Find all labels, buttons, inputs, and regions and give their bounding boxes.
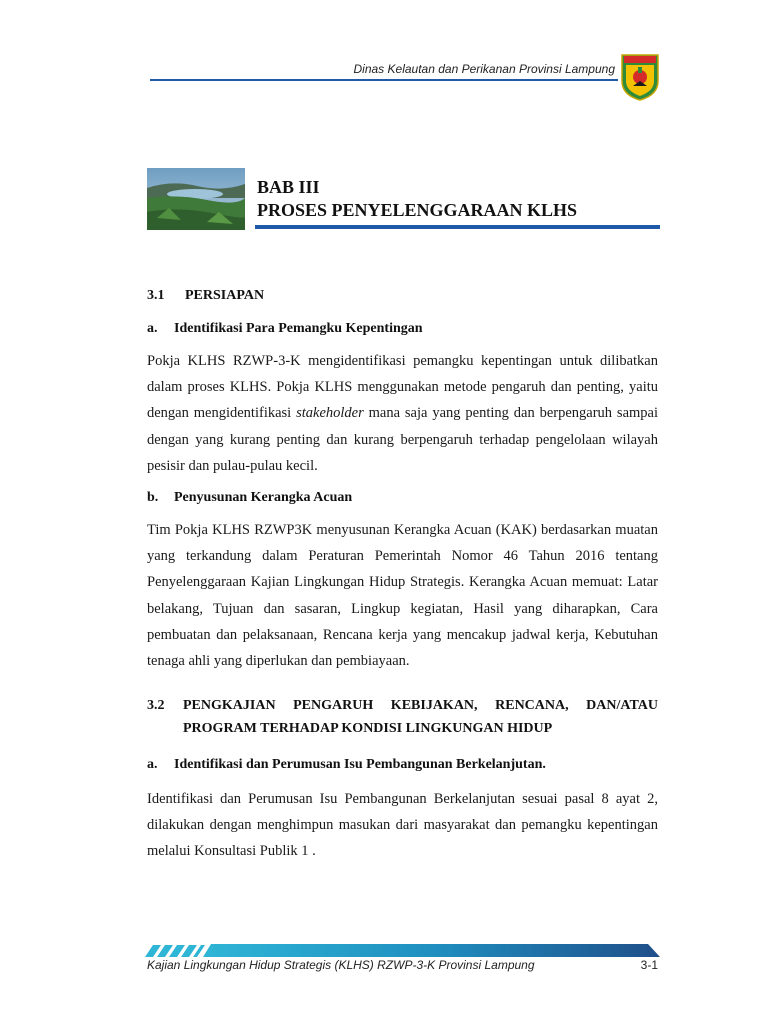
subsection-title: Identifikasi Para Pemangku Kepentingan bbox=[174, 321, 423, 336]
header-rule bbox=[150, 79, 618, 81]
subsection-title: Penyusunan Kerangka Acuan bbox=[174, 490, 353, 505]
paragraph-stakeholders bbox=[147, 348, 658, 479]
subsection-letter: a. bbox=[147, 321, 158, 336]
subsection-letter: a. bbox=[147, 757, 158, 772]
section-heading-3-1 bbox=[147, 288, 264, 304]
section-title-line-1: PENGKAJIAN PENGARUH KEBIJAKAN, RENCANA, DAN/ATAU bbox=[183, 698, 658, 713]
paragraph-kerangka-acuan: Tim Pokja KLHS RZWP3K menyusunan Kerangka Acuan (KAK) berdasarkan muatan yang terkandung dalam Peraturan Pemerintah Nomor 46 Tahun 2016 tentang Penyelenggaraan Kajian Lingkungan Hidup Strategis. Kerangka Acuan memuat: Latar belakang, Tujuan dan sasaran, Lingkup kegiatan, Hasil yang diharapkan, Cara pembuatan dan pelaksanaan, Rencana kerja yang mencakup jadwal kerja, Kebutuhan tenaga ahli yang diperlukan dan pembiayaan. bbox=[147, 522, 658, 670]
chapter-rule bbox=[255, 225, 660, 229]
paragraph-isu-pembangunan: Identifikasi dan Perumusan Isu Pembangunan Berkelanjutan sesuai pasal 8 ayat 2, dilakukan dengan menghimpun masukan dari masyarakat dan pemangku kepentingan melalui Konsultasi Publik 1 . bbox=[147, 791, 658, 860]
section-heading-3-2 bbox=[147, 698, 658, 737]
subsection-letter: b. bbox=[147, 490, 159, 505]
section-number: 3.1 bbox=[147, 288, 165, 303]
section-title: PERSIAPAN bbox=[185, 288, 265, 303]
subsection-heading-a-2 bbox=[147, 757, 546, 773]
page-number: 3-1 bbox=[640, 958, 658, 972]
subsection-title: Identifikasi dan Perumusan Isu Pembangunan Berkelanjutan. bbox=[174, 757, 546, 772]
paragraph-text: mana saja yang penting dan berpengaruh sampai dengan yang kurang penting dan kurang berpengaruh terhadap pengelolaan wilayah pesisir dan pulau-pulau kecil. bbox=[147, 405, 659, 474]
footer-title: Kajian Lingkungan Hidup Strategis (KLHS) RZWP-3-K Provinsi Lampung bbox=[147, 958, 535, 972]
italic-term: stakeholder bbox=[296, 405, 364, 422]
chapter-label: BAB III bbox=[257, 177, 320, 197]
running-header: Dinas Kelautan dan Perikanan Provinsi Lampung bbox=[353, 62, 615, 76]
footer-decoration bbox=[145, 944, 660, 957]
chapter-photo bbox=[147, 168, 245, 230]
chapter-title: PROSES PENYELENGGARAAN KLHS bbox=[257, 200, 578, 220]
section-number: 3.2 bbox=[147, 698, 165, 713]
paragraph-text: Pokja KLHS RZWP-3-K mengidentifikasi pemangku kepentingan untuk dilibatkan dalam proses KLHS. Pokja KLHS menggunakan metode pengaruh dan penting, yaitu dengan mengidentifikasi bbox=[147, 353, 658, 422]
section-title-line-2: PROGRAM TERHADAP KONDISI LINGKUNGAN HIDUP bbox=[183, 721, 553, 736]
province-logo bbox=[620, 53, 660, 101]
subsection-heading-a bbox=[147, 321, 423, 337]
subsection-heading-b bbox=[147, 490, 352, 506]
